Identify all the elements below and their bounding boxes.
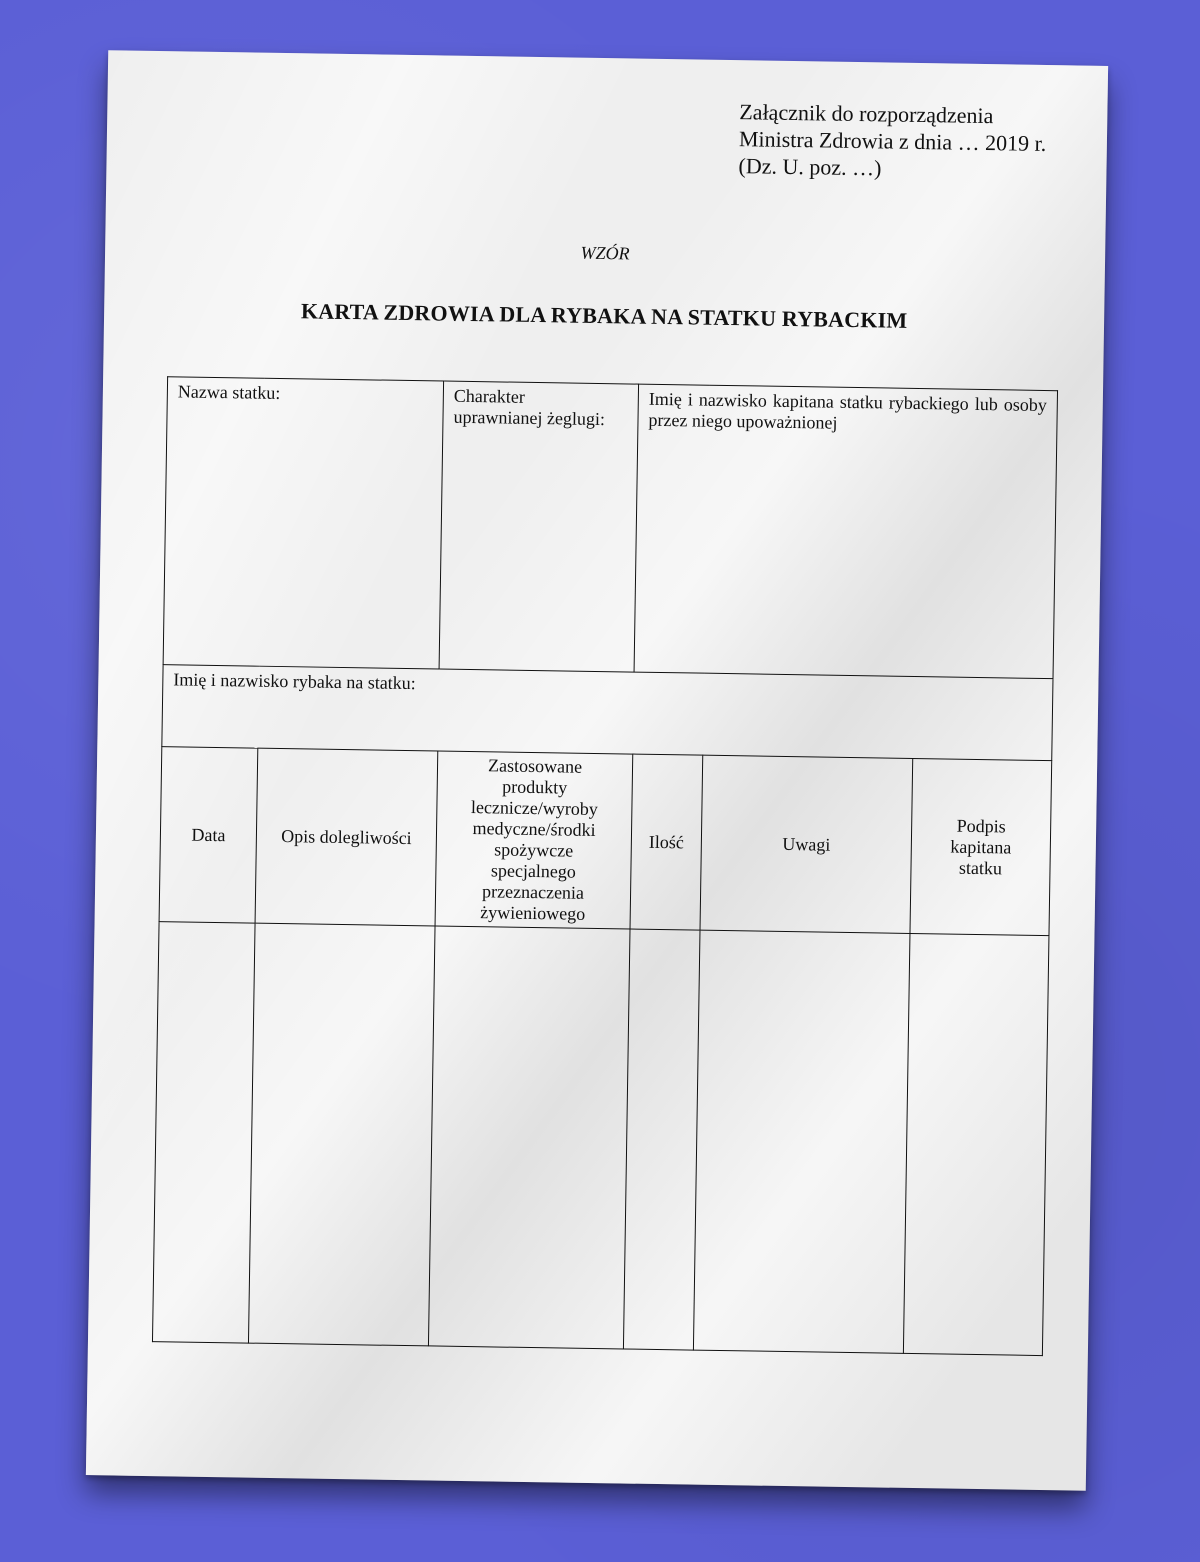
annex-line-3: (Dz. U. poz. …)	[738, 153, 882, 181]
column-header-quantity	[630, 754, 703, 930]
annex-line-1: Załącznik do rozporządzenia	[739, 99, 994, 129]
table-row	[152, 922, 1048, 1356]
products-header-line: przeznaczenia	[481, 881, 585, 903]
navigation-type-label-1: Charakter	[453, 385, 525, 407]
column-header-complaints	[255, 748, 438, 926]
signature-header-line: kapitana	[950, 836, 1012, 858]
remarks-cell[interactable]	[693, 930, 910, 1353]
date-header-label: Data	[191, 824, 226, 845]
health-card-table	[152, 376, 1058, 1356]
signature-header-line: Podpis	[956, 815, 1006, 836]
date-cell[interactable]	[152, 922, 255, 1343]
products-header-line: medyczne/środki	[472, 818, 596, 840]
captain-name-label: Imię i nazwisko kapitana statku rybackiego lub osoby przez niego upoważnionej	[648, 388, 1047, 433]
ship-name-field[interactable]	[163, 377, 443, 669]
fisherman-name-field[interactable]	[162, 665, 1053, 761]
annex-header	[738, 98, 1047, 184]
products-header-line: produkty	[502, 776, 568, 798]
column-header-remarks	[700, 755, 913, 933]
products-header-line: Zastosowane	[487, 755, 583, 777]
complaints-cell[interactable]	[248, 923, 435, 1346]
document-title: KARTA ZDROWIA DLA RYBAKA NA STATKU RYBACKIM	[300, 298, 908, 333]
quantity-cell[interactable]	[623, 929, 700, 1350]
products-cell[interactable]	[428, 926, 630, 1349]
column-header-products	[435, 751, 633, 929]
column-header-date	[159, 747, 258, 923]
remarks-header-label: Uwagi	[782, 833, 831, 855]
products-header-line: lecznicze/wyroby	[470, 797, 599, 820]
document-page	[86, 50, 1108, 1491]
navigation-type-field[interactable]	[439, 381, 638, 672]
captain-name-field[interactable]	[634, 384, 1057, 679]
products-header-line: specjalnego	[490, 860, 577, 882]
column-header-signature	[910, 758, 1052, 935]
complaints-header-label: Opis dolegliwości	[281, 825, 412, 848]
annex-line-2: Ministra Zdrowia z dnia … 2019 r.	[738, 126, 1047, 156]
template-label: WZÓR	[580, 242, 630, 264]
products-header-line: żywieniowego	[480, 902, 586, 924]
quantity-header-label: Ilość	[648, 831, 685, 852]
products-header-line: spożywcze	[494, 839, 574, 861]
signature-cell[interactable]	[903, 933, 1049, 1355]
signature-header-line: statku	[958, 857, 1003, 878]
navigation-type-label-2: uprawnianej żeglugi:	[453, 406, 606, 430]
ship-name-label: Nazwa statku:	[177, 381, 281, 403]
fisherman-name-label: Imię i nazwisko rybaka na statku:	[173, 669, 416, 694]
